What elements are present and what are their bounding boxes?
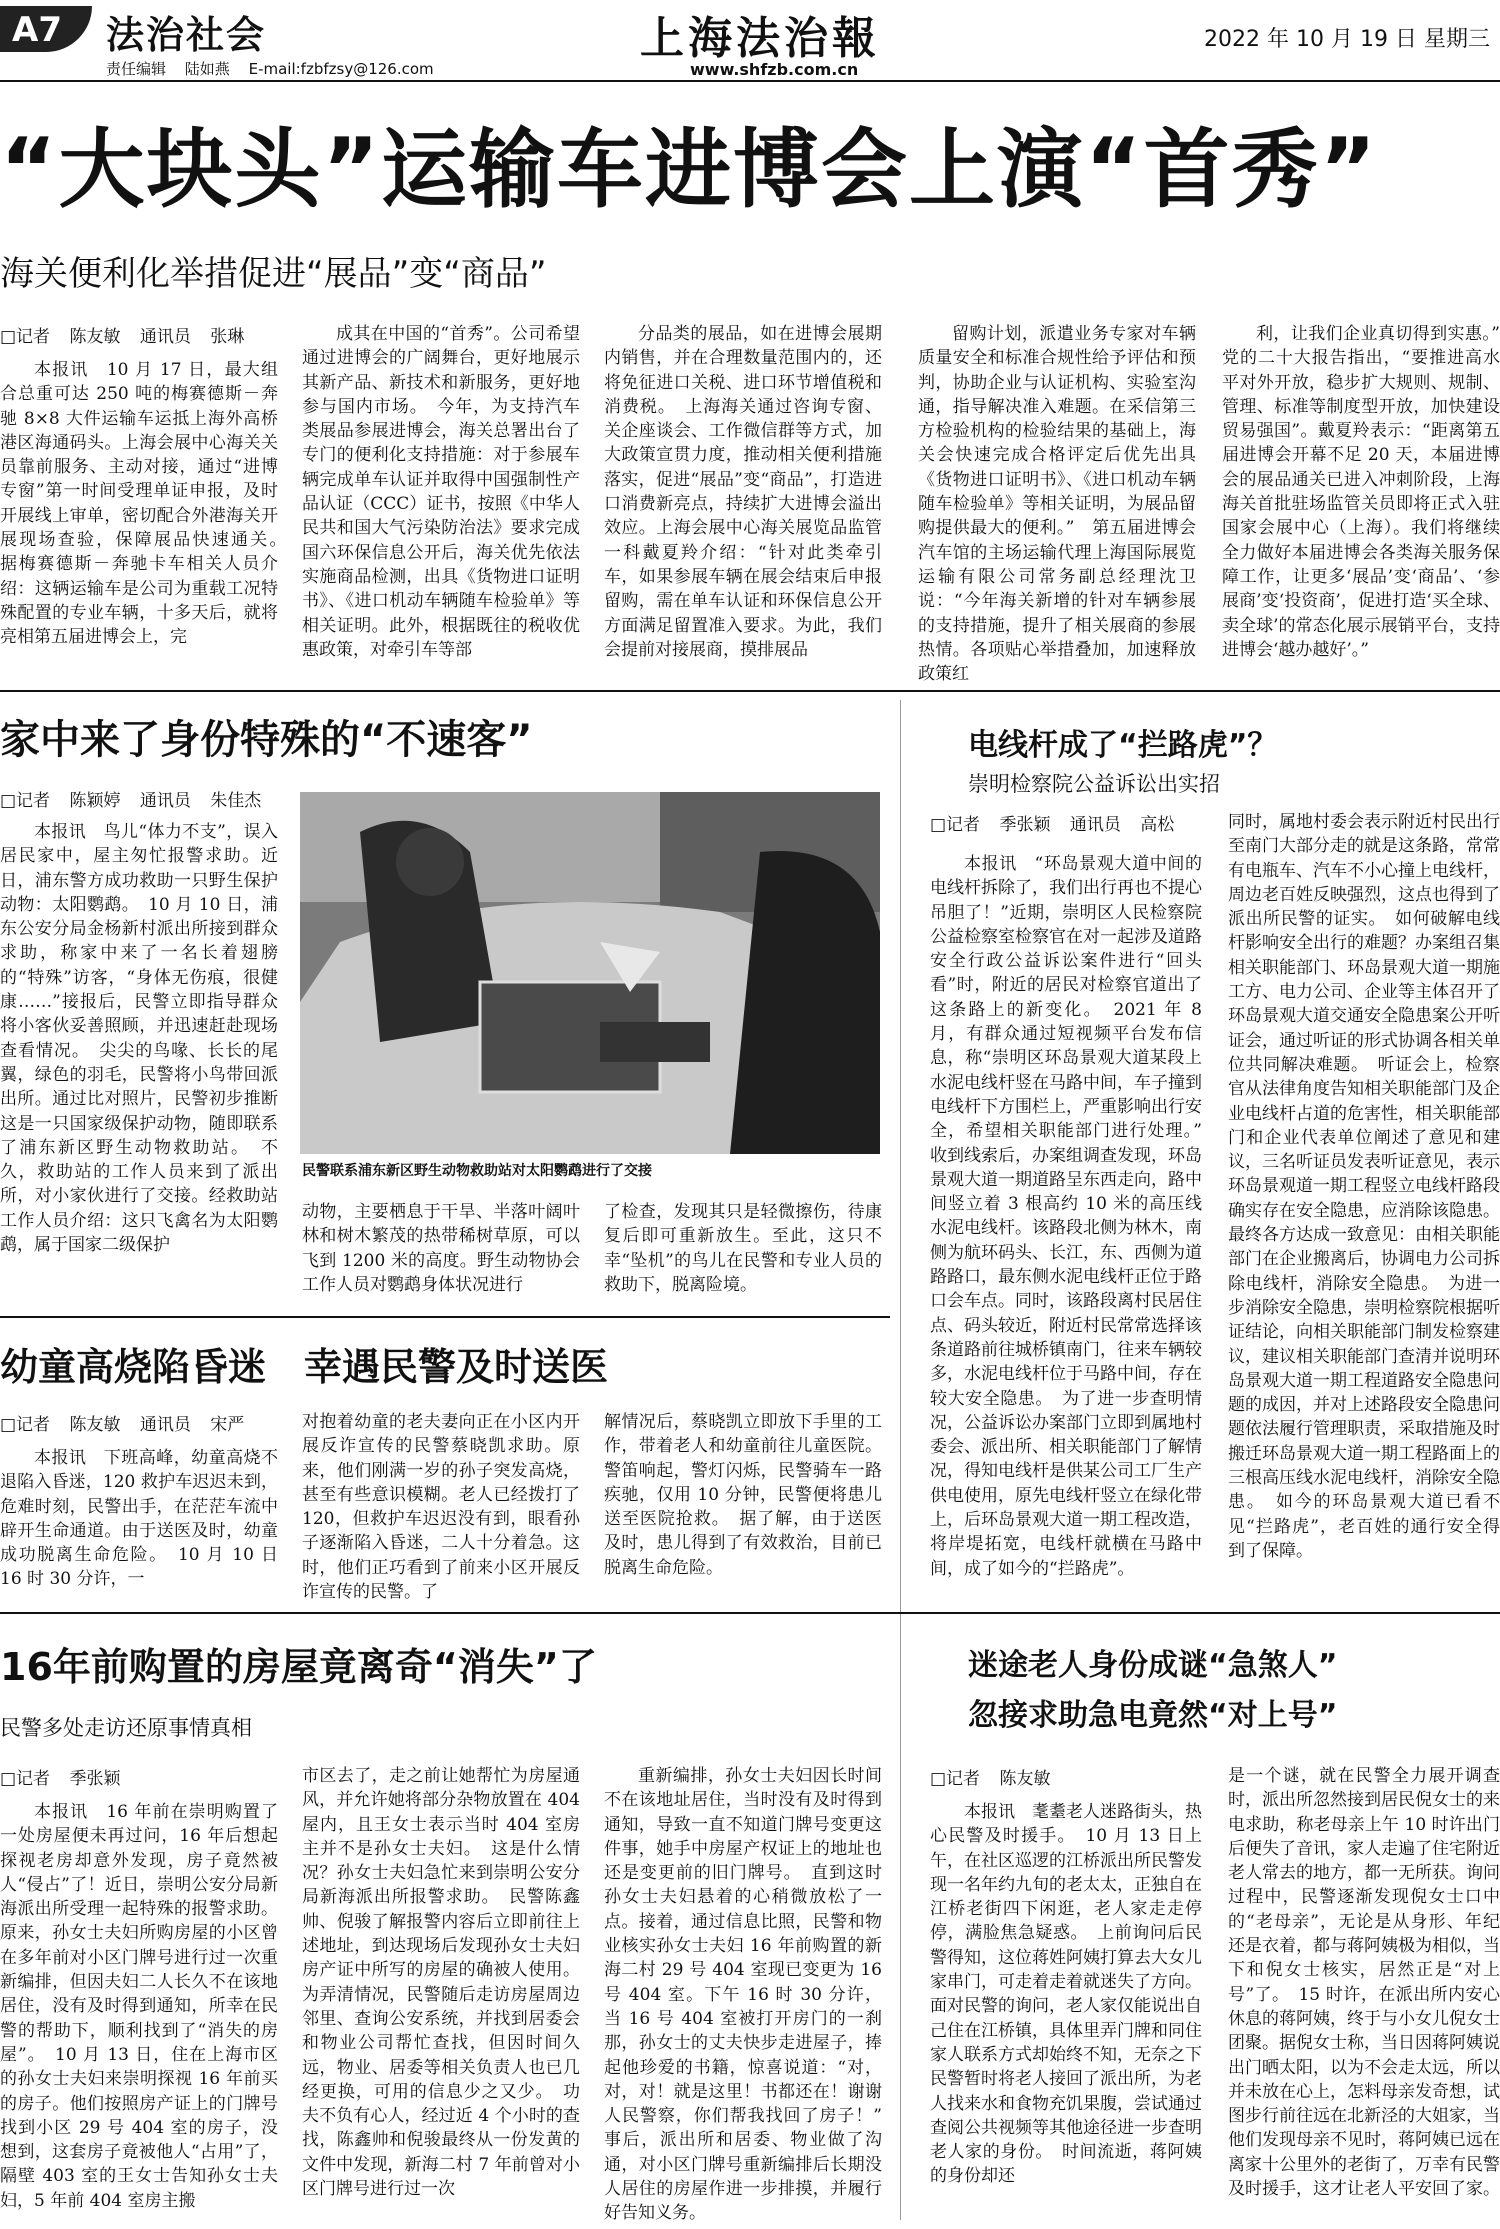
story4-text: 对抱着幼童的老夫妻向正在小区内开展反诈宣传的民警蔡晓凯求助。原来，他们刚满一岁的孙子突发高烧，甚至有些意识模糊。老人已经拨打了 120，但救护车迟迟没有到，眼看孙子逐渐陷入昏迷，二人十分着急。这时，他们正巧看到了前来小区开展反诈宣传的民警。了 [302, 1412, 580, 1603]
story1-text: 成其在中国的“首秀”。公司希望通过进博会的广阔舞台，更好地展示其新产品、新技术和新服务，更好地参与国内市场。 今年，为支持汽车类展品参展进博会，海关总署出台了专门的便利化支持措施：对于参展车辆完成单车认证并取得中国强制性产品认证（CCC）证书，按照《中华人民共和国大气污染防治法》要求完成国六环保信息公开后，海关优先依法实施商品检测，出具《货物进口证明书》、《进口机动车辆随车检验单》等相关证明。此外，根据既往的税收优惠政策，对牵引车等部 [302, 324, 580, 660]
byline-role: □记者 [930, 815, 981, 835]
story2-column-3 [604, 1200, 882, 1300]
story5-column-2 [302, 1764, 580, 2224]
paper-url: www.shfzb.com.cn [690, 60, 859, 79]
story5-headline: 16年前购置的房屋竟离奇“消失”了 [0, 1645, 597, 1689]
story1-column-5 [1222, 322, 1500, 676]
story3-column-2 [1228, 810, 1500, 1592]
editor-name: 陆如燕 [184, 60, 230, 78]
story5-byline [0, 1764, 134, 1789]
story6-headline-line2: 忽接求助急电竟然“对上号” [968, 1698, 1338, 1733]
story3-text: 本报讯 “环岛景观大道中间的电线杆拆除了，我们出行再也不提心吊胆了！”近期，崇明区人民检察院公益检察室检察官在对一起涉及道路安全行政公益诉讼案件进行“回头看”时，附近的居民对检察官道出了这条路上的新变化。 2021 年 8 月，有群众通过短视频平台发布信息，称“崇明区环岛景观大道某段上水泥电线杆竖在马路中间，车子撞到电线杆下方围栏上，严重影响出行安全，希望相关职能部门进行处理。” 收到线索后，办案组调查发现，环岛景观大道一期道路呈东西走向，路中间竖立着 3 根高约 10 米的高压线水泥电线杆。该路段北侧为林木，南侧为航环码头、长江，东、西侧为道路路口，最东侧水泥电线杆正位于路口会车点。同时，该路段离村民居住点、码头较近，附近村民常常选择该条道路前往城桥镇南门，往来车辆较多，水泥电线杆位于马路中间，存在较大安全隐患。 为了进一步查明情况，公益诉讼办案部门立即到属地村委会、派出所、相关职能部门了解情况，得知电线杆是供某公司工厂生产供电使用，原先电线杆竖立在绿化带上，后环岛景观大道一期工程改造，将岸堤拓宽，电线杆就横在马路中间，成了如今的“拦路虎”。 [930, 854, 1219, 1579]
story6-text: 是一个谜，就在民警全力展开调查时，派出所忽然接到居民倪女士的来电求助，称老母亲上午 10 时许出门后便失了音讯，家人走遍了住宅附近老人常去的地方，都一无所获。询问过程中，民警逐渐发现倪女士口中的“老母亲”，无论是从身形、年纪还是衣着，都与蒋阿姨极为相似，当下和倪女士核实，居然正是“对上号”了。 15 时许，在派出所内安心休息的蒋阿姨，终于与小女儿倪女士团聚。据倪女士称，当日因蒋阿姨说出门晒太阳，以为不会走太远，所以并未放在心上，怎料母亲发奇想，试图步行前往远在北新泾的大姐家，当他们发现母亲不见时，蒋阿姨已远在离家十公里外的老街了，万幸有民警及时援手，这才让老人平安回了家。 [1228, 1766, 1500, 2200]
news-photo [300, 792, 880, 1154]
byline-name: 陈友敏 [69, 1415, 121, 1435]
issue-date [1204, 22, 1490, 53]
photo-image [300, 792, 880, 1154]
paper-logo: 上海法治報 [640, 13, 880, 64]
byline-name: 朱佳杰 [210, 791, 262, 811]
story5-text: 市区去了，走之前让她帮忙为房屋通风，并允许她将部分杂物放置在 404 屋内，且王女士表示当时 404 室房主并不是孙女士夫妇。 这是什么情况？孙女士夫妇急忙来到崇明公安分局新海派出所报警求助。 民警陈鑫帅、倪骏了解报警内容后立即前往上述地址，到达现场后发现孙女士夫妇房产证中所写的房屋的确被人使用。为弄清情况，民警随后走访房屋周边邻里、查询公安系统，并找到居委会和物业公司帮忙查找，但因时间久远，物业、居委等相关负责人也已几经更换，可用的信息少之又少。 功夫不负有心人，经过近 4 个小时的查找，陈鑫帅和倪骏最终从一份发黄的文件中发现，新海二村 7 年前曾对小区门牌号进行过一次 [302, 1766, 580, 2200]
byline-role: □记者 [0, 327, 51, 347]
story5-text: 重新编排，孙女士夫妇因长时间不在该地址居住，当时没有及时得到通知，导致一直不知道门牌号变更这件事，她手中房屋产权证上的地址也还是变更前的旧门牌号。 直到这时孙女士夫妇悬着的心稍微放松了一点。接着，通过信息比照，民警和物业核实孙女士夫妇 16 年前购置的新海二村 29 号 404 室现已变更为 16 号 404 室。下午 16 时 30 分许，当 16 号 404 室被打开房门的一刹那，孙女士的丈夫快步走进屋子，捧起他珍爱的书籍，惊喜说道：“对，对，对！就是这里！书都还在！谢谢人民警察，你们帮我找回了房子！” 事后，派出所和居委、物业做了沟通，对小区门牌号重新编排后长期没人居住的房屋作进一步排摸，并履行好告知义务。 [604, 1766, 899, 2224]
masthead [0, 0, 1500, 82]
story1-text: 利，让我们企业真切得到实惠。” 党的二十大报告指出，“要推进高水平对外开放，稳步扩大规则、规制、管理、标准等制度型开放，加快建设贸易强国”。戴夏羚表示：“距离第五届进博会开幕不足 20 天，本届进博会的展品通关已进入冲刺阶段，上海海关首批驻场监管关员即将正式入驻国家会展中心（上海）。我们将继续全力做好本届进博会各类海关服务保障工作，让更多‘展品’变‘商品’、‘参展商’变‘投资商’，促进打造‘买全球、卖全球’的常态化展示展销平台，支持进博会‘越办越好’。” [1222, 324, 1500, 660]
byline-role: 通讯员 [139, 327, 191, 347]
story1-text: 本报讯 10 月 17 日，最大组合总重可达 250 吨的梅赛德斯－奔驰 8×8 大件运输车运抵上海外高桥港区海通码头。上海会展中心海关关员靠前服务、主动对接，通过“进博专窗”第一时间受理单证申报，及时开展线上审单，密切配合外港海关开展现场查验，保障展品快速通关。 据梅赛德斯－奔驰卡车相关人员介绍：这辆运输车是公司为重载工况特殊配置的专业车辆，十多天后，就将亮相第五届进博会上，完 [0, 360, 295, 648]
story5-column-1 [0, 1800, 278, 2224]
story1-byline [0, 322, 258, 347]
byline-role: 通讯员 [139, 791, 191, 811]
byline-name: 陈颖婷 [69, 791, 121, 811]
byline-role: □记者 [930, 1769, 981, 1789]
story6-text: 本报讯 耄耋老人迷路街头，热心民警及时援手。 10 月 13 日上午，在社区巡逻的江桥派出所民警发现一名年约九旬的老太太，正独自在江桥老街四下闲逛，老人家走走停停，满脸焦急疑惑。 上前询问后民警得知，这位蒋姓阿姨打算去大女儿家串门，可走着走着就迷失了方向。面对民警的询问，老人家仅能说出自己住在江桥镇，具体里弄门牌和同住家人联系方式却始终不知，无奈之下民警暂时将老人接回了派出所，为老人找来水和食物充饥果腹，尝试通过查阅公共视频等其他途径进一步查明老人家的身份。 时间流逝，蒋阿姨的身份却还 [930, 1802, 1202, 2187]
story5-column-3 [604, 1764, 899, 2224]
editor-email: E-mail:fzbfzsy@126.com [248, 60, 434, 78]
byline-name: 高松 [1140, 815, 1175, 835]
story2-column-1 [0, 820, 278, 1300]
story2-text: 动物，主要栖息于干旱、半落叶阔叶林和树木繁茂的热带稀树草原，可以飞到 1200 米的高度。野生动物协会工作人员对鹦鹉身体状况进行 [302, 1202, 580, 1295]
story4-text: 解情况后，蔡晓凯立即放下手里的工作，带着老人和幼童前往儿童医院。警笛响起，警灯闪烁，民警骑车一路疾驰，仅用 10 分钟，民警便将患儿送至医院抢救。 据了解，由于送医及时，患儿得到了有效救治，目前已脱离生命危险。 [604, 1412, 882, 1578]
byline-role: □记者 [0, 1415, 51, 1435]
weekday-text: 星期三 [1423, 27, 1490, 52]
story2-text: 本报讯 鸟儿“体力不支”，误入居民家中，屋主匆忙报警求助。近日，浦东警方成功救助一只野生保护动物：太阳鹦鹉。 10 月 10 日，浦东公安分局金杨新村派出所接到群众求助，称家中来了一名长着翅膀的“特殊”访客，“身体无伤痕，很健康……”接报后，民警立即指导群众将小客伙妥善照顾，并迅速赶赴现场查看情况。 尖尖的鸟喙、长长的尾翼，绿色的羽毛，民警将小鸟带回派出所。通过比对照片，民警初步推断这是一只国家级保护动物，随即联系了浦东新区野生动物救助站。 不久，救助站的工作人员来到了派出所，对小家伙进行了交接。经救助站工作人员介绍：这只飞禽名为太阳鹦鹉，属于国家二级保护 [0, 822, 278, 1256]
story4-column-2 [302, 1410, 580, 1603]
byline-name: 宋严 [210, 1415, 245, 1435]
divider [0, 690, 1500, 692]
story1-text: 分品类的展品，如在进博会展期内销售，并在合理数量范围内的，还将免征进口关税、进口环节增值税和消费税。 上海海关通过咨询专窗、关企座谈会、工作微信群等方式，加大政策宣贯力度，推动相关便利措施落实，促进“展品”变“商品”，打造进口消费新亮点，持续扩大进博会溢出效应。上海会展中心海关展览品监管一科戴夏羚介绍：“针对此类牵引车，如果参展车辆在展会结束后申报留购，需在单车认证和环保信息公开方面满足留置准入要求。为此，我们会提前对接展商，摸排展品 [604, 324, 882, 660]
divider [0, 1316, 890, 1318]
story3-text: 同时，属地村委会表示附近村民出行至南门大部分走的就是这条路，常常有电瓶车、汽车不小心撞上电线杆，周边老百姓反映强烈，这点也得到了派出所民警的证实。 如何破解电线杆影响安全出行的难题？办案组召集相关职能部门、环岛景观大道一期施工方、电力公司、企业等主体召开了环岛景观大道交通安全隐患案公开听证会，通过听证的形式协调各相关单位共同解决难题。 听证会上，检察官从法律角度告知相关职能部门及企业电线杆占道的危害性，相关职能部门和企业代表单位阐述了意见和建议，三名听证员发表听证意见，表示环岛景观道一期工程竖立电线杆路段确实存在安全隐患，应消除该隐患。最终各方达成一致意见：由相关职能部门在企业搬离后，协调电力公司拆除电线杆，消除安全隐患。 为进一步消除安全隐患，崇明检察院根据听证结论，向相关职能部门制发检察建议，建议相关职能部门查清并说明环岛景观大道一期工程道路安全隐患问题的成因，并对上述路段安全隐患问题依法履行管理职责，采取措施及时搬迁环岛景观大道一期工程路面上的三根高压线水泥电线杆，消除安全隐患。 如今的环岛景观大道已看不见“拦路虎”，老百姓的通行安全得到了保障。 [1228, 812, 1500, 1561]
story4-byline [0, 1410, 258, 1435]
story4-column-3 [604, 1410, 882, 1596]
story3-column-1 [930, 852, 1219, 1592]
byline-name: 季张颖 [69, 1769, 121, 1789]
story1-column-3 [604, 322, 882, 676]
story4-column-1 [0, 1446, 278, 1596]
story1-column-1 [0, 358, 295, 676]
story6-column-1 [930, 1800, 1202, 2224]
story4-text: 本报讯 下班高峰，幼童高烧不退陷入昏迷，120 救护车迟迟未到，危难时刻，民警出手，在茫茫车流中辟开生命通道。由于送医及时，幼童成功脱离生命危险。 10 月 10 日 16 时 30 分许，一 [0, 1448, 278, 1590]
byline-name: 陈友敏 [69, 327, 121, 347]
story1-headline: “大块头”运输车进博会上演“首秀” [0, 120, 1379, 220]
photo-caption: 民警联系浦东新区野生动物救助站对太阳鹦鹉进行了交接 [302, 1163, 652, 1179]
byline-role: □记者 [0, 1769, 51, 1789]
date-text: 2022 年 10 月 19 日 [1204, 27, 1417, 52]
story1-column-2 [302, 322, 580, 676]
column-divider [900, 700, 901, 2220]
editor-line [106, 58, 448, 79]
story3-deck: 崇明检察院公益诉讼出实招 [968, 772, 1220, 796]
byline-role: 通讯员 [1069, 815, 1121, 835]
story1-column-4 [918, 322, 1196, 685]
story6-column-2 [1228, 1764, 1500, 2224]
story2-headline: 家中来了身份特殊的“不速客” [0, 717, 533, 763]
page-number: A7 [0, 6, 92, 52]
story1-text: 留购计划，派遣业务专家对车辆质量安全和标准合规性给予评估和预判，协助企业与认证机构、实验室沟通，指导解决准入难题。在采信第三方检验机构的检验结果的基础上，海关会快速完成合格评定后优先出具《货物进口证明书》、《进口机动车辆随车检验单》等相关证明，为展品留购提供最大的便利。” 第五届进博会汽车馆的主场运输代理上海国际展览运输有限公司常务副总经理沈卫说：“今年海关新增的针对车辆参展的支持措施，提升了相关展商的参展热情。各项贴心举措叠加，加速释放政策红 [918, 324, 1196, 685]
byline-role: 通讯员 [139, 1415, 191, 1435]
divider [0, 1612, 1500, 1614]
story3-headline: 电线杆成了“拦路虎”？ [968, 728, 1278, 763]
story1-subhead: 海关便利化举措促进“展品”变“商品” [0, 254, 547, 294]
story2-byline [0, 786, 275, 811]
story5-text: 本报讯 16 年前在崇明购置了一处房屋便未再过问，16 年后想起探视老房却意外发现，房子竟然被人“侵占”了！近日，崇明公安分局新海派出所受理一起特殊的报警求助。原来，孙女士夫妇所购房屋的小区曾在多年前对小区门牌号进行过一次重新编排，但因夫妇二人长久不在该地居住，没有及时得到通知，所幸在民警的帮助下，顺利找到了“消失的房屋”。 10 月 13 日，住在上海市区的孙女士夫妇来崇明探视 16 年前买的房子。他们按照房产证上的门牌号找到小区 29 号 404 室的房子，没想到，这套房子竟被他人“占用”了，隔壁 403 室的王女士告知孙女士夫妇，5 年前 404 室房主搬 [0, 1802, 278, 2211]
story3-byline [930, 810, 1188, 835]
story6-byline [930, 1764, 1064, 1789]
byline-name: 季张颖 [999, 815, 1051, 835]
story4-headline: 幼童高烧陷昏迷 幸遇民警及时送医 [0, 1345, 609, 1389]
byline-name: 陈友敏 [999, 1769, 1051, 1789]
editor-label: 责任编辑 [106, 60, 167, 78]
story2-column-2 [302, 1200, 580, 1300]
byline-name: 张琳 [210, 327, 245, 347]
story6-headline-line1: 迷途老人身份成谜“急煞人” [968, 1648, 1338, 1683]
section-title: 法治社会 [106, 13, 267, 57]
story2-text: 了检查，发现其只是轻微擦伤，待康复后即可重新放生。至此，这只不幸“坠机”的鸟儿在民警和专业人员的救助下，脱离险境。 [604, 1202, 882, 1295]
story5-deck: 民警多处走访还原事情真相 [0, 1716, 252, 1740]
byline-role: □记者 [0, 791, 51, 811]
